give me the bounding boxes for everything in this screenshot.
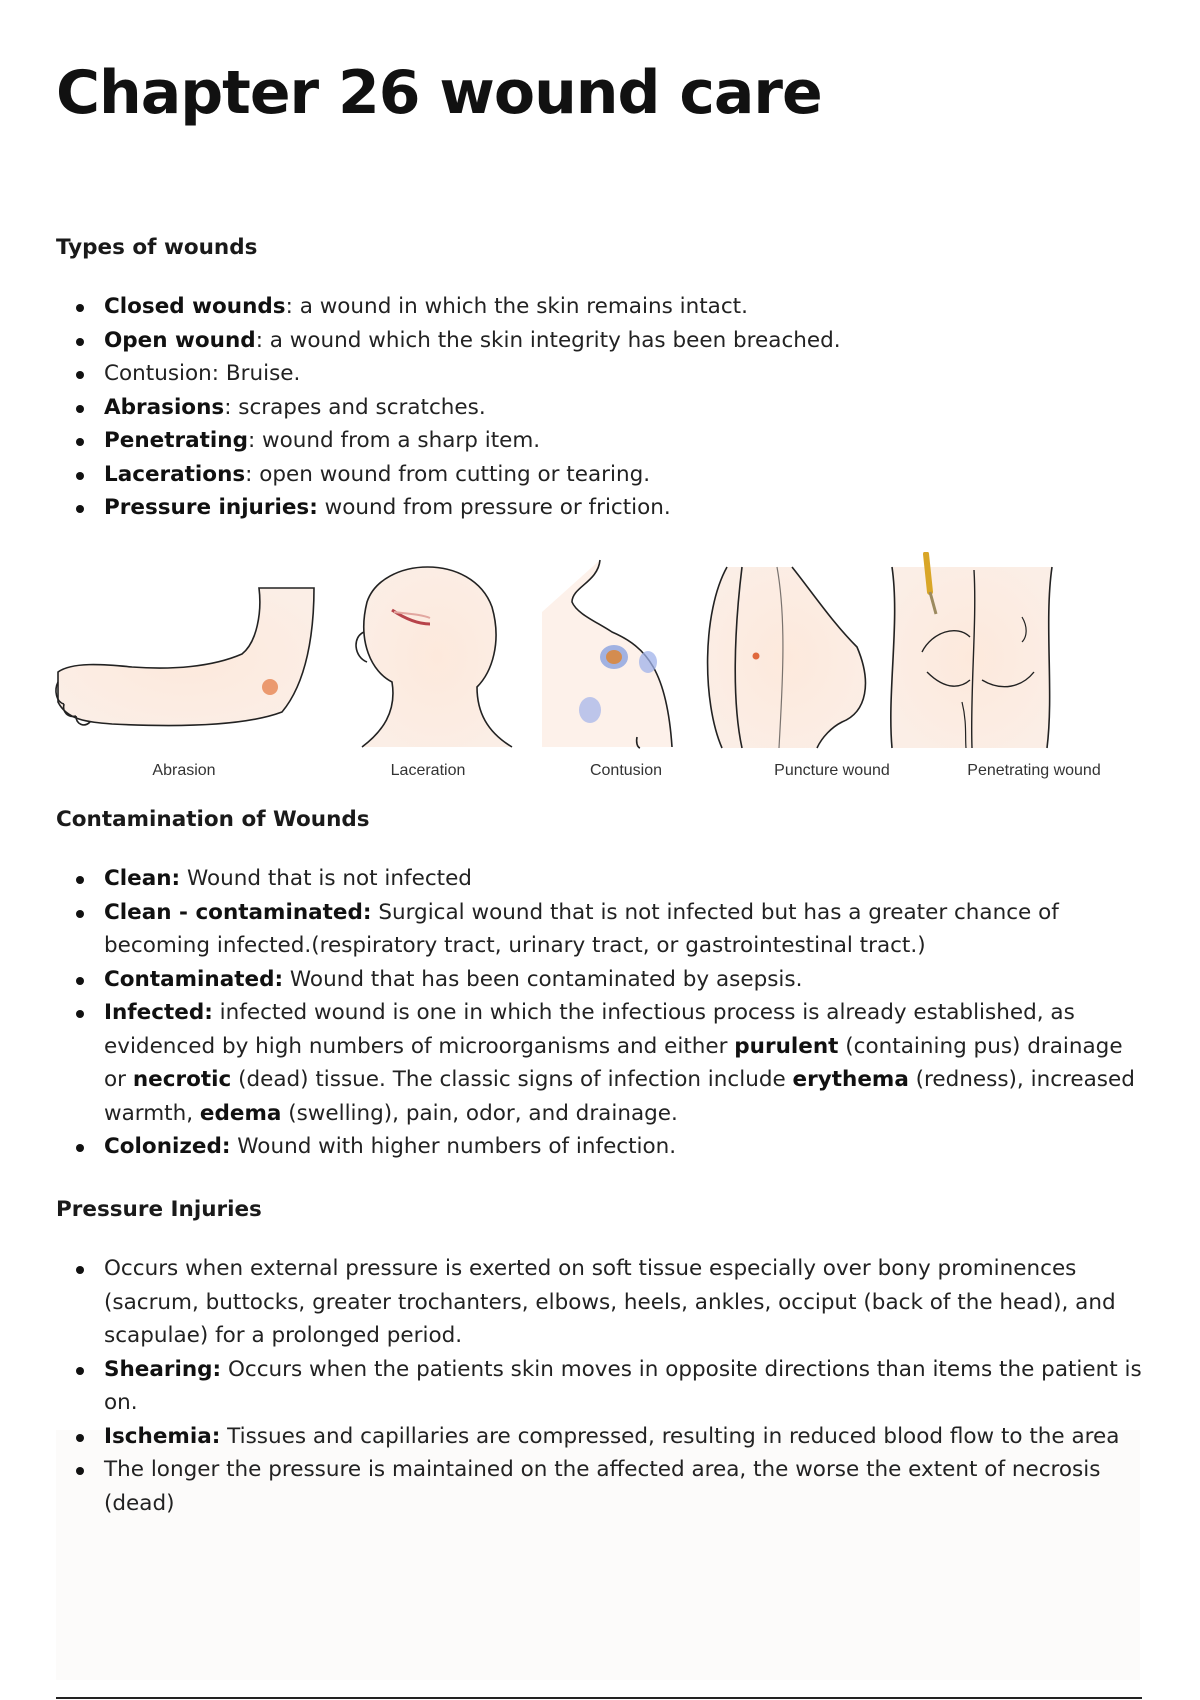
- wound-illustration-svg: [52, 552, 1148, 762]
- list-item: [56, 1453, 1146, 1520]
- item-sep: :: [245, 461, 260, 487]
- figure-label-laceration: Laceration: [390, 762, 466, 779]
- list-item: [56, 491, 1146, 525]
- contusion-shoulder-drawing: [542, 560, 672, 748]
- item-text: a wound which the skin integrity has been breached.: [269, 327, 841, 353]
- item-text: Surgical wound that is not infected but has a greater chance of becoming infected.(respiratory tract, urinary tract, or gastrointestinal tract.): [104, 899, 1059, 958]
- list-item: [56, 1130, 1146, 1164]
- item-term: Abrasions: [104, 394, 225, 420]
- item-text: open wound from cutting or tearing.: [259, 461, 651, 487]
- item-term: Contaminated:: [104, 966, 284, 992]
- item-sep: :: [285, 294, 300, 319]
- item-text: a wound in which the skin remains intact.: [299, 294, 748, 319]
- list-item: [56, 290, 1146, 324]
- item-text: Occurs when the patients skin moves in opposite directions than items the patient is on.: [104, 1356, 1142, 1415]
- item-term: Shearing:: [104, 1356, 222, 1382]
- term-necrotic: necrotic: [132, 1067, 232, 1092]
- item-term: Pressure injuries:: [104, 495, 318, 520]
- list-item: [56, 963, 1146, 997]
- page-title: Chapter 26 wound care: [56, 58, 822, 128]
- contamination-section: [56, 800, 1146, 1164]
- item-text: infected wound is one in which the infectious process is already established, as evidenced by high numbers of microorganisms and either: [104, 1000, 1075, 1059]
- abrasion-mark: [262, 679, 278, 695]
- list-item: [56, 1420, 1146, 1454]
- penetrating-back-drawing: [891, 554, 1052, 748]
- term-purulent: purulent: [734, 1033, 839, 1059]
- list-item: [56, 424, 1146, 458]
- item-term: Clean:: [104, 866, 181, 891]
- item-term: Closed wounds: [104, 294, 286, 319]
- figure-label-abrasion: Abrasion: [152, 762, 216, 779]
- item-term: Colonized:: [104, 1134, 231, 1159]
- item-text: Tissues and capillaries are compressed, resulting in reduced blood flow to the area: [220, 1423, 1120, 1449]
- abrasion-arm-drawing: [56, 588, 314, 726]
- item-text: (redness), increased warmth,: [104, 1067, 1135, 1126]
- pressure-heading: Pressure Injuries: [56, 1197, 262, 1222]
- item-text: (dead) tissue. The classic signs of infection include: [231, 1067, 793, 1092]
- list-item: [56, 357, 1146, 391]
- item-sep: :: [247, 428, 263, 453]
- figure-label-contusion: Contusion: [589, 762, 663, 779]
- item-text: (swelling), pain, odor, and drainage.: [281, 1100, 678, 1126]
- item-text: The longer the pressure is maintained on the affected area, the worse the extent of necrosis (dead): [104, 1457, 1101, 1516]
- puncture-torso-drawing: [708, 567, 866, 748]
- contamination-list: [56, 862, 1146, 1164]
- types-heading: Types of wounds: [56, 235, 258, 260]
- wound-types-illustration: [52, 552, 1148, 792]
- list-item: [56, 1353, 1146, 1420]
- pressure-list: [56, 1252, 1146, 1520]
- knife-icon: [926, 554, 930, 592]
- list-item: [56, 458, 1146, 492]
- term-erythema: erythema: [792, 1067, 909, 1092]
- item-text: Contusion: Bruise.: [104, 361, 301, 386]
- item-term: Lacerations: [104, 461, 246, 487]
- figure-label-penetrating: Penetrating wound: [967, 762, 1101, 779]
- item-text: (containing pus) drainage or: [104, 1033, 1123, 1092]
- item-text: wound from a sharp item.: [262, 428, 541, 453]
- contamination-heading: Contamination of Wounds: [56, 807, 370, 832]
- types-list: [56, 290, 1146, 525]
- puncture-mark: [753, 653, 760, 660]
- item-term: Penetrating: [104, 428, 248, 453]
- figure-label-puncture: Puncture wound: [774, 762, 890, 779]
- item-sep: :: [224, 394, 239, 420]
- item-text: Wound with higher numbers of infection.: [230, 1134, 677, 1159]
- item-text: Wound that has been contaminated by asepsis.: [283, 966, 803, 992]
- types-section: [56, 228, 1146, 525]
- pressure-section: [56, 1190, 1146, 1520]
- item-text: Wound that is not infected: [180, 866, 472, 891]
- list-item: [56, 1252, 1146, 1353]
- item-term: Open wound: [104, 327, 256, 353]
- list-item: [56, 896, 1146, 963]
- term-edema: edema: [199, 1100, 282, 1126]
- list-item: [56, 996, 1146, 1130]
- item-term: Clean - contaminated:: [104, 899, 372, 925]
- laceration-head-drawing: [356, 567, 512, 747]
- item-sep: :: [255, 327, 270, 353]
- item-term: Ischemia:: [104, 1423, 221, 1449]
- item-term: Infected:: [104, 1000, 213, 1025]
- list-item: [56, 391, 1146, 425]
- list-item: [56, 862, 1146, 896]
- list-item: [56, 324, 1146, 358]
- item-text: scrapes and scratches.: [238, 394, 486, 420]
- item-sep: [318, 495, 325, 520]
- item-text: wound from pressure or friction.: [324, 495, 671, 520]
- item-text: Occurs when external pressure is exerted on soft tissue especially over bony prominences (sacrum, buttocks, greater trochanters, elbows, heels, ankles, occiput (back of the head), and scapulae) for a prolonged period.: [104, 1256, 1116, 1348]
- footer-rule: [56, 1697, 1142, 1699]
